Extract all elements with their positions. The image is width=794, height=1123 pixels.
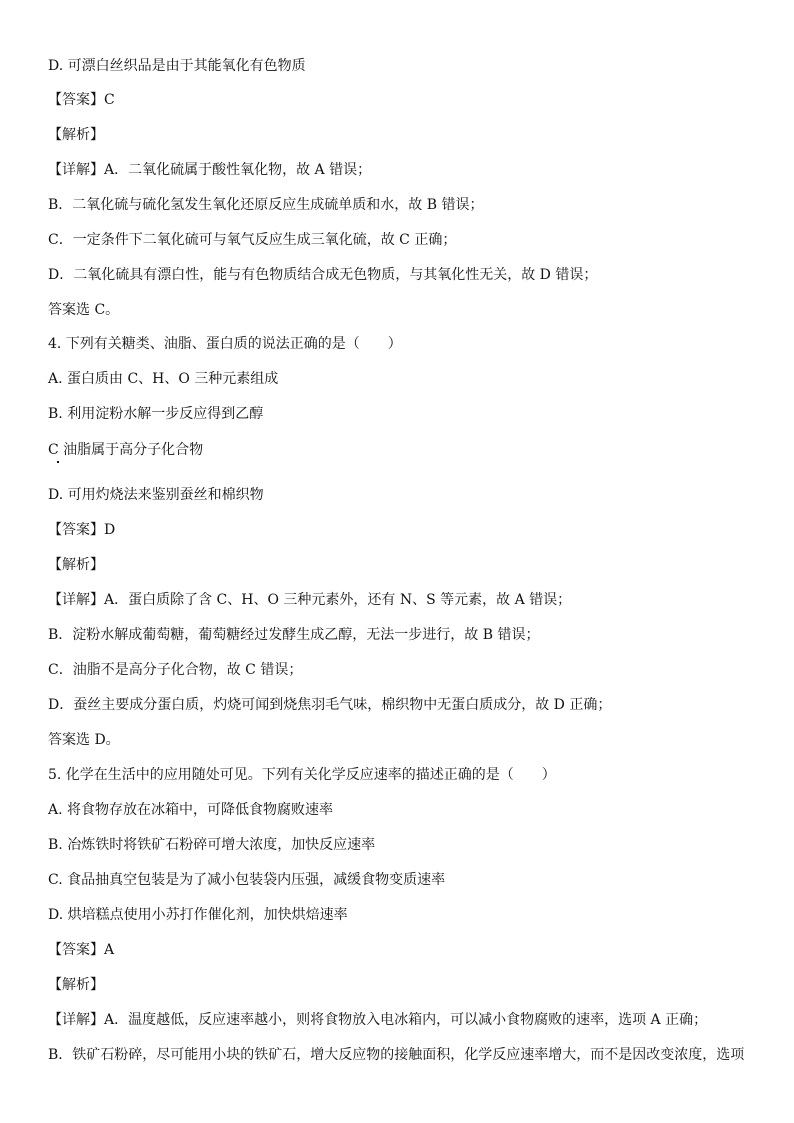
option-line: B. 利用淀粉水解一步反应得到乙醇 (48, 406, 264, 422)
option-line: A. 将食物存放在冰箱中，可降低食物腐败速率 (48, 802, 334, 818)
question-stem: 4. 下列有关糖类、油脂、蛋白质的说法正确的是（ ） (48, 336, 402, 352)
text-line: 答案选 D。 (48, 732, 120, 748)
option-line: A. 蛋白质由 C、H、O 三种元素组成 (48, 371, 279, 387)
text-line: 【答案】C (48, 92, 115, 108)
text-line: 【解析】 (48, 557, 104, 573)
option-line: B. 冶炼铁时将铁矿石粉碎可增大浓度，加快反应速率 (48, 837, 376, 853)
text-line: C．一定条件下二氧化硫可与氧气反应生成三氧化硫，故 C 正确； (48, 232, 457, 248)
text-line: 答案选 C。 (48, 302, 120, 318)
text-line: 【答案】D (48, 522, 116, 538)
text-line: D. 可漂白丝织品是由于其能氧化有色物质 (48, 58, 306, 74)
question-stem: 5. 化学在生活中的应用随处可见。下列有关化学反应速率的描述正确的是（ ） (48, 767, 556, 783)
text-line: C．油脂不是高分子化合物，故 C 错误； (48, 662, 303, 678)
text-line: B．淀粉水解成葡萄糖，葡萄糖经过发酵生成乙醇，无法一步进行，故 B 错误； (48, 627, 540, 643)
text-line: 【解析】 (48, 977, 104, 993)
option-line: C. 食品抽真空包装是为了减小包装袋内压强，减缓食物变质速率 (48, 872, 446, 888)
text-line: B．二氧化硫与硫化氢发生氧化还原反应生成硫单质和水，故 B 错误； (48, 197, 484, 213)
text-line: 【解析】 (48, 127, 104, 143)
text-line: D．二氧化硫具有漂白性，能与有色物质结合成无色物质，与其氧化性无关，故 D 错误； (48, 267, 598, 283)
option-line: D. 烘培糕点使用小苏打作催化剂，加快烘焙速率 (48, 907, 348, 923)
stray-dot (57, 461, 59, 463)
text-line: 【答案】A (48, 942, 115, 958)
option-line: C 油脂属于高分子化合物 (48, 442, 204, 458)
option-line: D. 可用灼烧法来鉴别蚕丝和棉织物 (48, 487, 264, 503)
text-line: 【详解】A．二氧化硫属于酸性氧化物，故 A 错误； (48, 162, 372, 178)
text-line: D．蚕丝主要成分蛋白质，灼烧可闻到烧焦羽毛气味，棉织物中无蛋白质成分，故 D 正确； (48, 697, 612, 713)
text-line: 【详解】A．温度越低，反应速率越小，则将食物放入电冰箱内，可以减小食物腐败的速率，选项 A 正确； (48, 1012, 708, 1028)
text-line: 【详解】A．蛋白质除了含 C、H、O 三种元素外，还有 N、S 等元素，故 A 错误； (48, 592, 572, 608)
text-line: B．铁矿石粉碎，尽可能用小块的铁矿石，增大反应物的接触面积，化学反应速率增大，而不是因改变浓度，选项 (48, 1047, 745, 1063)
